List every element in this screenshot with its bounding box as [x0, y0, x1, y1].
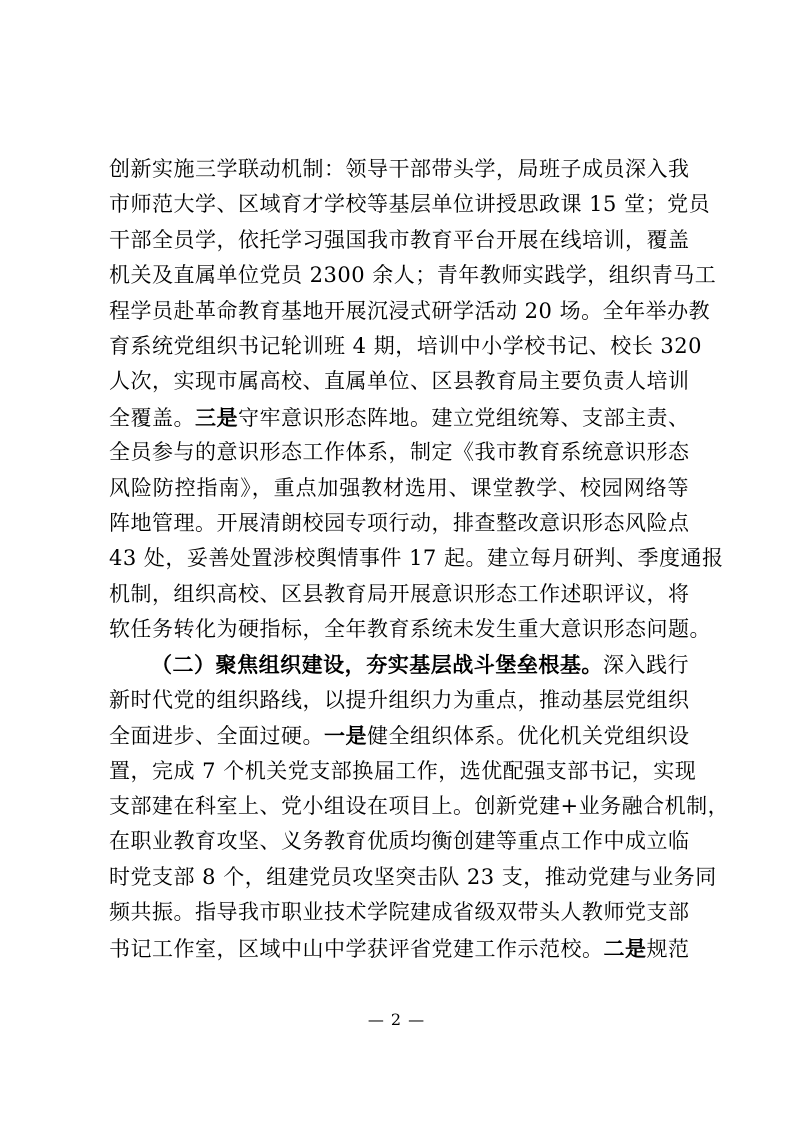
text-run: 干部全员学，依托学习强国我市教育平台开展在线培训，覆盖: [109, 227, 690, 252]
text-line: [109, 435, 689, 470]
text-run: 人次，实现市属高校、直属单位、区县教育局主要负责人培训: [109, 369, 690, 394]
text-run: 频共振。指导我市职业技术学院建成省级双带头人教师党支部: [109, 900, 690, 925]
text-run: 市师范大学、区域育才学校等基层单位讲授思政课 15 堂；党员: [109, 192, 711, 217]
text-line: [109, 187, 711, 222]
body-text: [109, 152, 730, 966]
text-run: 阵地管理。开展清朗校园专项行动，排查整改意识形态风险点: [109, 510, 690, 535]
text-line: [109, 683, 689, 718]
text-run: 程学员赴革命教育基地开展沉浸式研学活动 20 场。全年举办教: [109, 298, 711, 323]
bold-text-run: （二）聚焦组织建设，夯实基层战斗堡垒根基。: [151, 652, 603, 678]
text-run: 43 处，妥善处置涉校舆情事件 17 起。建立每月研判、季度通报: [109, 546, 724, 571]
text-run: 支部建在科室上、党小组设在项目上。创新党建+业务融合机制，: [109, 794, 730, 819]
text-run: 育系统党组织书记轮训班 4 期，培训中小学校书记、校长 320: [109, 333, 702, 358]
text-line: [109, 789, 730, 824]
text-run: 机制，组织高校、区县教育局开展意识形态工作述职评议，将: [109, 581, 690, 606]
text-run: 在职业教育攻坚、义务教育优质均衡创建等重点工作中成立临: [109, 829, 690, 854]
text-run: 机关及直属单位党员 2300 余人；青年教师实践学，组织青马工: [109, 263, 717, 288]
text-run: 创新实施三学联动机制：领导干部带头学，局班子成员深入我: [109, 157, 690, 181]
text-line: [109, 860, 717, 895]
text-line: [109, 824, 689, 859]
text-run: 全员参与的意识形态工作体系，制定《我市教育系统意识形态: [109, 440, 690, 465]
text-line: [109, 471, 689, 506]
text-line: [109, 895, 689, 930]
text-line: [109, 718, 689, 753]
text-line: [109, 364, 689, 399]
text-run: 新时代党的组织路线，以提升组织力为重点，推动基层党组织: [109, 687, 690, 712]
text-run: 置，完成 7 个机关党支部换届工作，选优配强支部书记，实现: [109, 758, 697, 783]
text-line: [109, 754, 697, 789]
text-run: 软任务转化为硬指标，全年教育系统未发生重大意识形态问题。: [109, 617, 711, 642]
text-line: [109, 152, 689, 187]
text-line: [109, 612, 711, 647]
text-line: [109, 294, 711, 329]
bold-text-run: 三是: [195, 404, 238, 430]
text-run: 时党支部 8 个，组建党员攻坚突击队 23 支，推动党建与业务同: [109, 864, 717, 889]
text-run: 规范: [646, 936, 690, 961]
text-line: [109, 541, 724, 576]
text-line: [109, 931, 689, 966]
text-line: [109, 647, 689, 682]
text-line: [109, 577, 689, 612]
text-run: 深入践行: [602, 653, 689, 678]
bold-text-run: 一是: [324, 723, 367, 749]
text-line: [109, 400, 689, 435]
text-run: 风险防控指南》，重点加强教材选用、课堂教学、校园网络等: [109, 475, 689, 500]
bold-text-run: 二是: [603, 935, 647, 961]
text-line: [109, 258, 717, 293]
text-run: 书记工作室，区域中山中学获评省党建工作示范校。: [109, 936, 604, 961]
text-run: 守牢意识形态阵地。建立党组统筹、支部主责、: [238, 405, 690, 430]
text-line: [109, 506, 689, 541]
text-run: 全覆盖。: [109, 405, 195, 430]
text-run: 健全组织体系。优化机关党组织设: [367, 724, 690, 749]
text-run: 全面进步、全面过硬。: [109, 724, 324, 749]
page-number: — 2 —: [367, 1010, 426, 1029]
text-line: [109, 223, 689, 258]
text-line: [109, 329, 702, 364]
